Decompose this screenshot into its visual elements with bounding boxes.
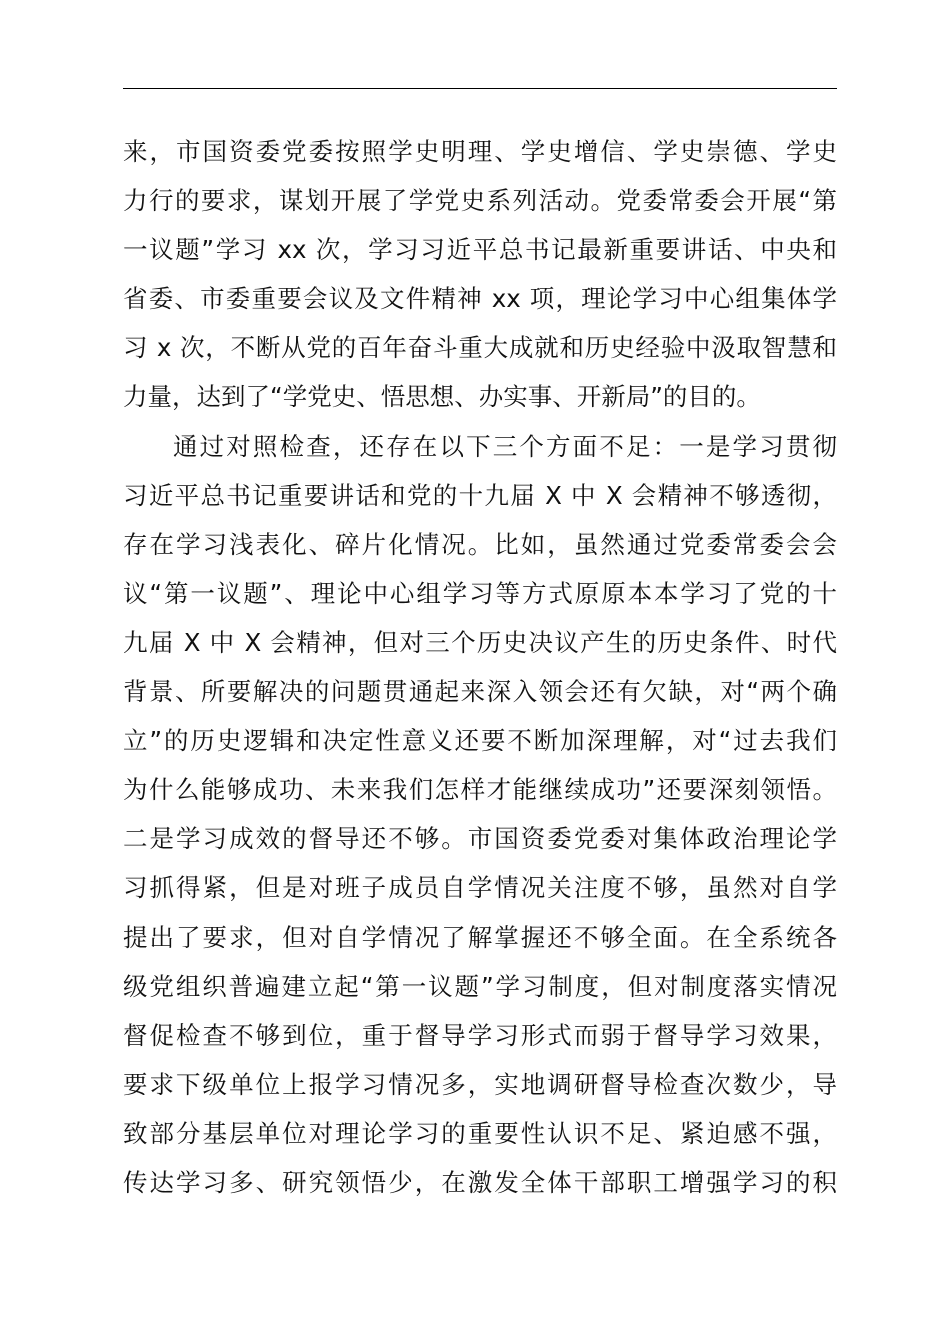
text-line: 提出了要求，但对自学情况了解掌握还不够全面。在全系统各 (123, 922, 837, 952)
text-line: 传达学习多、研究领悟少，在激发全体干部职工增强学习的积 (123, 1167, 837, 1197)
document-body (123, 127, 837, 1207)
text-line: 要求下级单位上报学习情况多，实地调研督导检查次数少，导 (123, 1069, 837, 1099)
text-line: 二是学习成效的督导还不够。市国资委党委对集体政治理论学 (123, 824, 837, 854)
text-line: 致部分基层单位对理论学习的重要性认识不足、紧迫感不强， (123, 1118, 837, 1148)
text-line: 习抓得紧，但是对班子成员自学情况关注度不够，虽然对自学 (123, 873, 837, 903)
text-line: 一议题”学习 xx 次，学习习近平总书记最新重要讲话、中央和 (123, 235, 837, 265)
text-line: 力量，达到了“学党史、悟思想、办实事、开新局”的目的。 (123, 382, 761, 412)
text-line: 背景、所要解决的问题贯通起来深入领会还有欠缺，对“两个确 (123, 677, 837, 707)
text-line: 存在学习浅表化、碎片化情况。比如，虽然通过党委常委会会 (123, 529, 837, 559)
text-line: 习 x 次，不断从党的百年奋斗重大成就和历史经验中汲取智慧和 (123, 333, 837, 363)
text-line: 议“第一议题”、理论中心组学习等方式原原本本学习了党的十 (123, 578, 837, 608)
text-line: 督促检查不够到位，重于督导学习形式而弱于督导学习效果， (123, 1020, 837, 1050)
text-line: 习近平总书记重要讲话和党的十九届 X 中 X 会精神不够透彻， (123, 480, 837, 510)
paragraph-first-line: 通过对照检查，还存在以下三个方面不足：一是学习贯彻 (173, 431, 837, 461)
text-line: 立”的历史逻辑和决定性意义还要不断加深理解，对“过去我们 (123, 726, 837, 756)
text-line: 省委、市委重要会议及文件精神 xx 项，理论学习中心组集体学 (123, 284, 837, 314)
text-line: 九届 X 中 X 会精神，但对三个历史决议产生的历史条件、时代 (123, 627, 837, 657)
text-line: 来，市国资委党委按照学史明理、学史增信、学史崇德、学史 (123, 137, 837, 166)
text-line: 力行的要求，谋划开展了学党史系列活动。党委常委会开展“第 (123, 186, 837, 216)
header-rule (123, 88, 837, 89)
text-line: 级党组织普遍建立起“第一议题”学习制度，但对制度落实情况 (123, 971, 837, 1001)
text-line: 为什么能够成功、未来我们怎样才能继续成功”还要深刻领悟。 (123, 775, 837, 805)
